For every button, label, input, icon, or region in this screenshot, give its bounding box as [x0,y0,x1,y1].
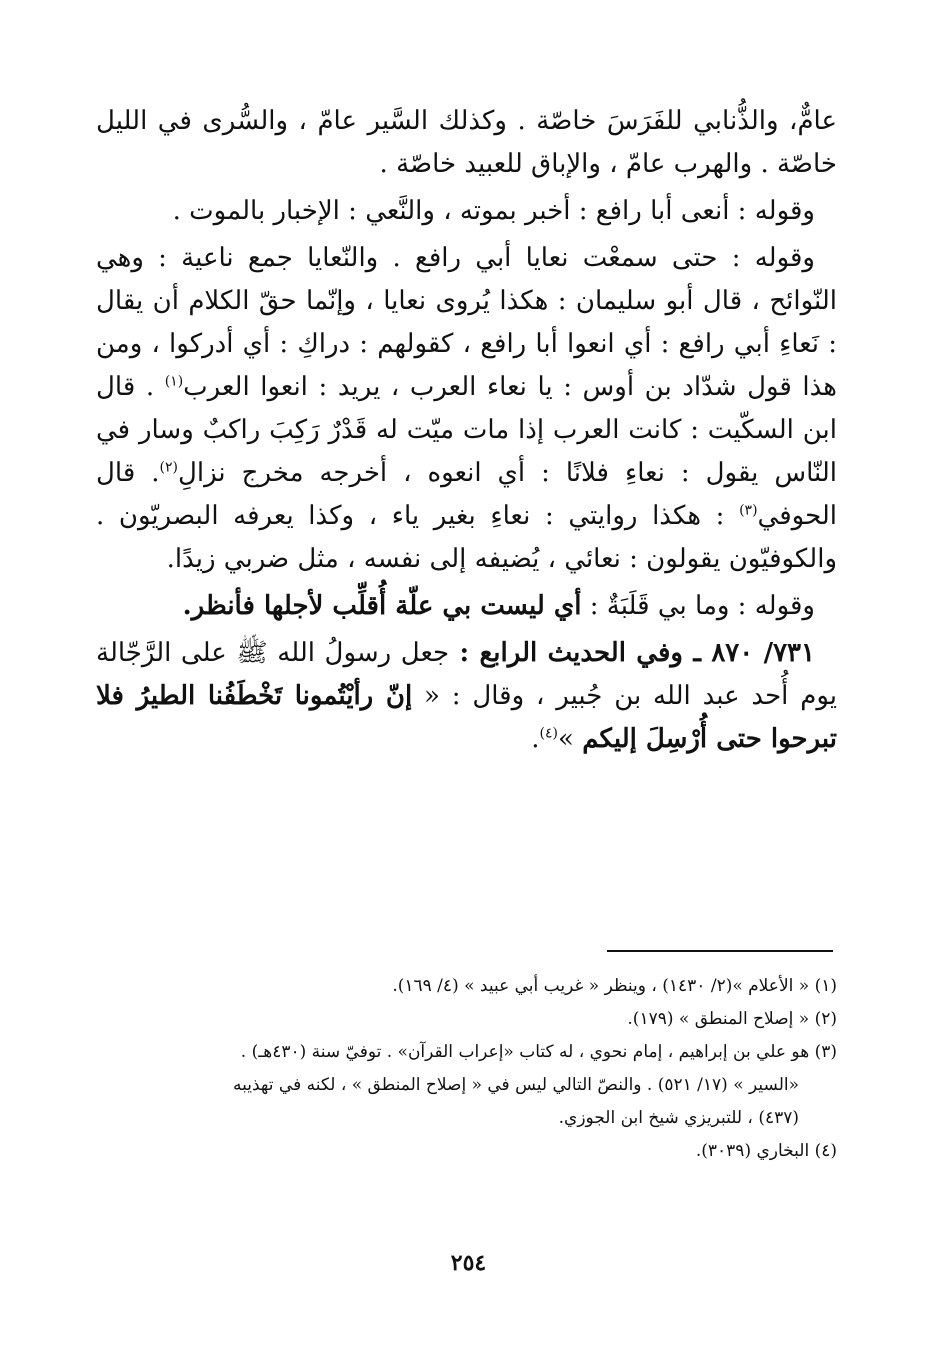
footnote-ref-3: (٣) [739,502,758,519]
main-text [96,100,837,765]
paragraph-4-lead: وقوله : وما بي قَلَبَةٌ : [581,591,815,621]
footnote-separator [607,950,833,952]
page-number: ٢٥٤ [450,1250,487,1276]
footnote-3: (٣) هو علي بن إبراهيم ، إمام نحوي ، له كتاب «إعراب القرآن» . توفيّ سنة (٤٣٠هـ) . [240,1042,837,1062]
paragraph-2 [96,190,837,233]
footnote-ref-4: (٤) [539,725,559,742]
footnote-3-line-3: (٤٣٧) ، للتبريزي شيخ ابن الجوزي. [558,1108,799,1128]
hadith-paragraph [96,632,837,761]
footnote-3-line-2: «السير » (١٧/ ٥٢١) . والنصّ التالي ليس في « إصلاح المنطق » ، لكنه في تهذيبه [233,1075,799,1095]
hadith-end: . [531,724,540,754]
footnotes [96,970,837,1168]
paragraph-2-text: وقوله : أنعى أبا رافع : أخبر بموته ، والنَّعي : الإخبار بالموت . [172,196,815,226]
hadith-quote: إنّ رأيْتُمونا تَخْطَفُنا الطيرُ فلا تبرحوا حتى أُرْسِلَ إليكم [96,681,837,754]
footnote-4: (٤) البخاري (٣٠٣٩). [695,1141,837,1161]
paragraph-3 [96,237,837,581]
paragraph-1 [96,100,837,186]
hadith-text: جعل رسولُ الله ﷺ على الرَّجّالة يوم أُحد عبد الله بن جُبير ، وقال : « [96,638,837,711]
hadith-quote-close: » [558,724,583,754]
paragraph-3-text: وقوله : حتى سمعْت نعايا أبي رافع . والنّعايا جمع ناعية : وهي النّوائح ، قال أبو سليمان : هكذا يُروى نعايا ، وإنّما حقّ الكلام أن يقال : نَعاءِ أبي رافع : أي انعوا أبا رافع ، كقولهم : دراكِ : أي أدركوا ، ومن هذا قول شدّاد بن أوس : يا نعاء العرب ، يريد : انعوا العرب [96,243,837,402]
paragraph-4 [96,585,837,628]
paragraph-3-text-4: : هكذا روايتي : نعاءِ بغير ياء ، وكذا يعرفه البصريّون . والكوفيّون يقولون : نعائي ، يُضيفه إلى نفسه ، مثل ضربي زيدًا. [96,501,837,574]
paragraph-3-text-3: . قال الحوفي [96,458,837,531]
paragraph-4-text: أي ليست بي علّة أُقلِّب لأجلها فأنظر. [182,591,582,621]
paragraph-1-text: عامٌّ، والذُّنابي للفَرَسَ خاصّة . وكذلك السَّير عامّ ، والسُّرى في الليل خاصّة . والهرب عامّ ، والإباق للعبيد خاصّة . [96,106,837,179]
footnote-1: (١) « الأعلام »(٢/ ١٤٣٠) ، وينظر « غريب أبي عبيد » (٤/ ١٦٩). [392,976,837,996]
footnote-ref-2: (٢) [159,459,178,476]
paragraph-3-text-2: . قال ابن السكّيت : كانت العرب إذا مات ميّت له قَدْرٌ رَكِبَ راكبٌ وسار في النّاس يقول : نعاءِ فلانًا : أي انعوه ، أخرجه مخرج نزالِ [96,372,837,488]
hadith-heading: ٧٣١/ ٨٧٠ ـ وفي الحديث الرابع : [449,638,815,668]
footnote-ref-1: (١) [164,373,184,390]
footnote-2: (٢) « إصلاح المنطق » (١٧٩). [627,1009,837,1029]
